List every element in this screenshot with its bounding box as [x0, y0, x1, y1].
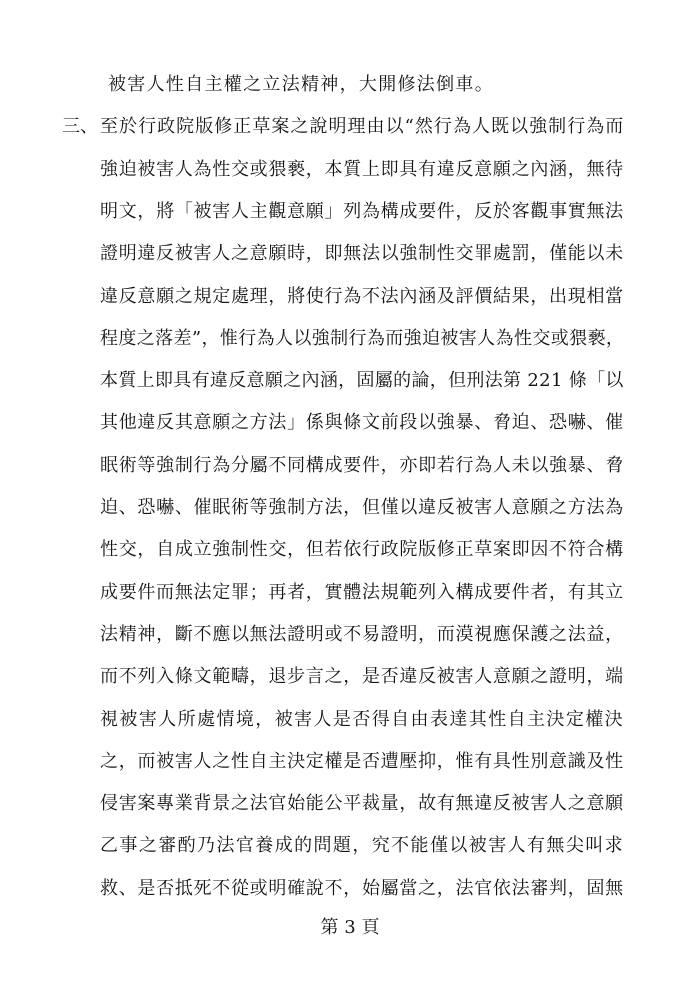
text-line-13: 成要件而無法定罪；再者，實體法規範列入構成要件者，有其立: [100, 581, 624, 603]
text-line-20: 救、是否抵死不從或明確說不，始屬當之，法官依法審判，固無: [100, 877, 624, 899]
text-line-15: 而不列入條文範疇，退步言之，是否違反被害人意願之證明，端: [100, 666, 624, 688]
text-line-17: 之，而被害人之性自主決定權是否遭壓抑，惟有具性別意識及性: [100, 750, 624, 772]
text-line-18: 侵害案專業背景之法官始能公平裁量，故有無違反被害人之意願: [100, 793, 624, 815]
text-line-1: 被害人性自主權之立法精神，大開修法倒車。: [108, 74, 494, 95]
text-line-8: 本質上即具有違反意願之內涵，固屬的論，但刑法第 221 條「以: [100, 370, 624, 392]
item-number-3: 三、: [62, 116, 98, 138]
text-line-10: 眠術等強制行為分屬不同構成要件，亦即若行為人未以強暴、脅: [100, 454, 624, 476]
text-line-3: 強迫被害人為性交或猥褻，本質上即具有違反意願之內涵，無待: [100, 158, 624, 180]
text-line-6: 違反意願之規定處理，將使行為不法內涵及評價結果，出現相當: [100, 285, 624, 307]
text-line-5: 證明違反被害人之意願時，即無法以強制性交罪處罰，僅能以未: [100, 243, 624, 265]
text-line-2: 至於行政院版修正草案之說明理由以“然行為人既以強制行為而: [100, 116, 625, 138]
text-line-9: 其他違反其意願之方法」係與條文前段以強暴、脅迫、恐嚇、催: [100, 412, 624, 434]
text-line-14: 法精神，斷不應以無法證明或不易證明，而漠視應保護之法益，: [100, 623, 624, 645]
text-line-7: 程度之落差”，惟行為人以強制行為而強迫被害人為性交或猥褻，: [100, 327, 625, 349]
page-number: 第 3 頁: [320, 917, 380, 938]
text-line-19: 乙事之審酌乃法官養成的問題，究不能僅以被害人有無尖叫求: [100, 835, 625, 857]
text-line-11: 迫、恐嚇、催眠術等強制方法，但僅以違反被害人意願之方法為: [100, 497, 624, 518]
text-line-12: 性交，自成立強制性交，但若依行政院版修正草案即因不符合構: [100, 539, 624, 561]
text-line-16: 視被害人所處情境，被害人是否得自由表達其性自主決定權決: [100, 708, 625, 730]
text-line-4: 明文，將「被害人主觀意願」列為構成要件，反於客觀事實無法: [100, 200, 624, 222]
